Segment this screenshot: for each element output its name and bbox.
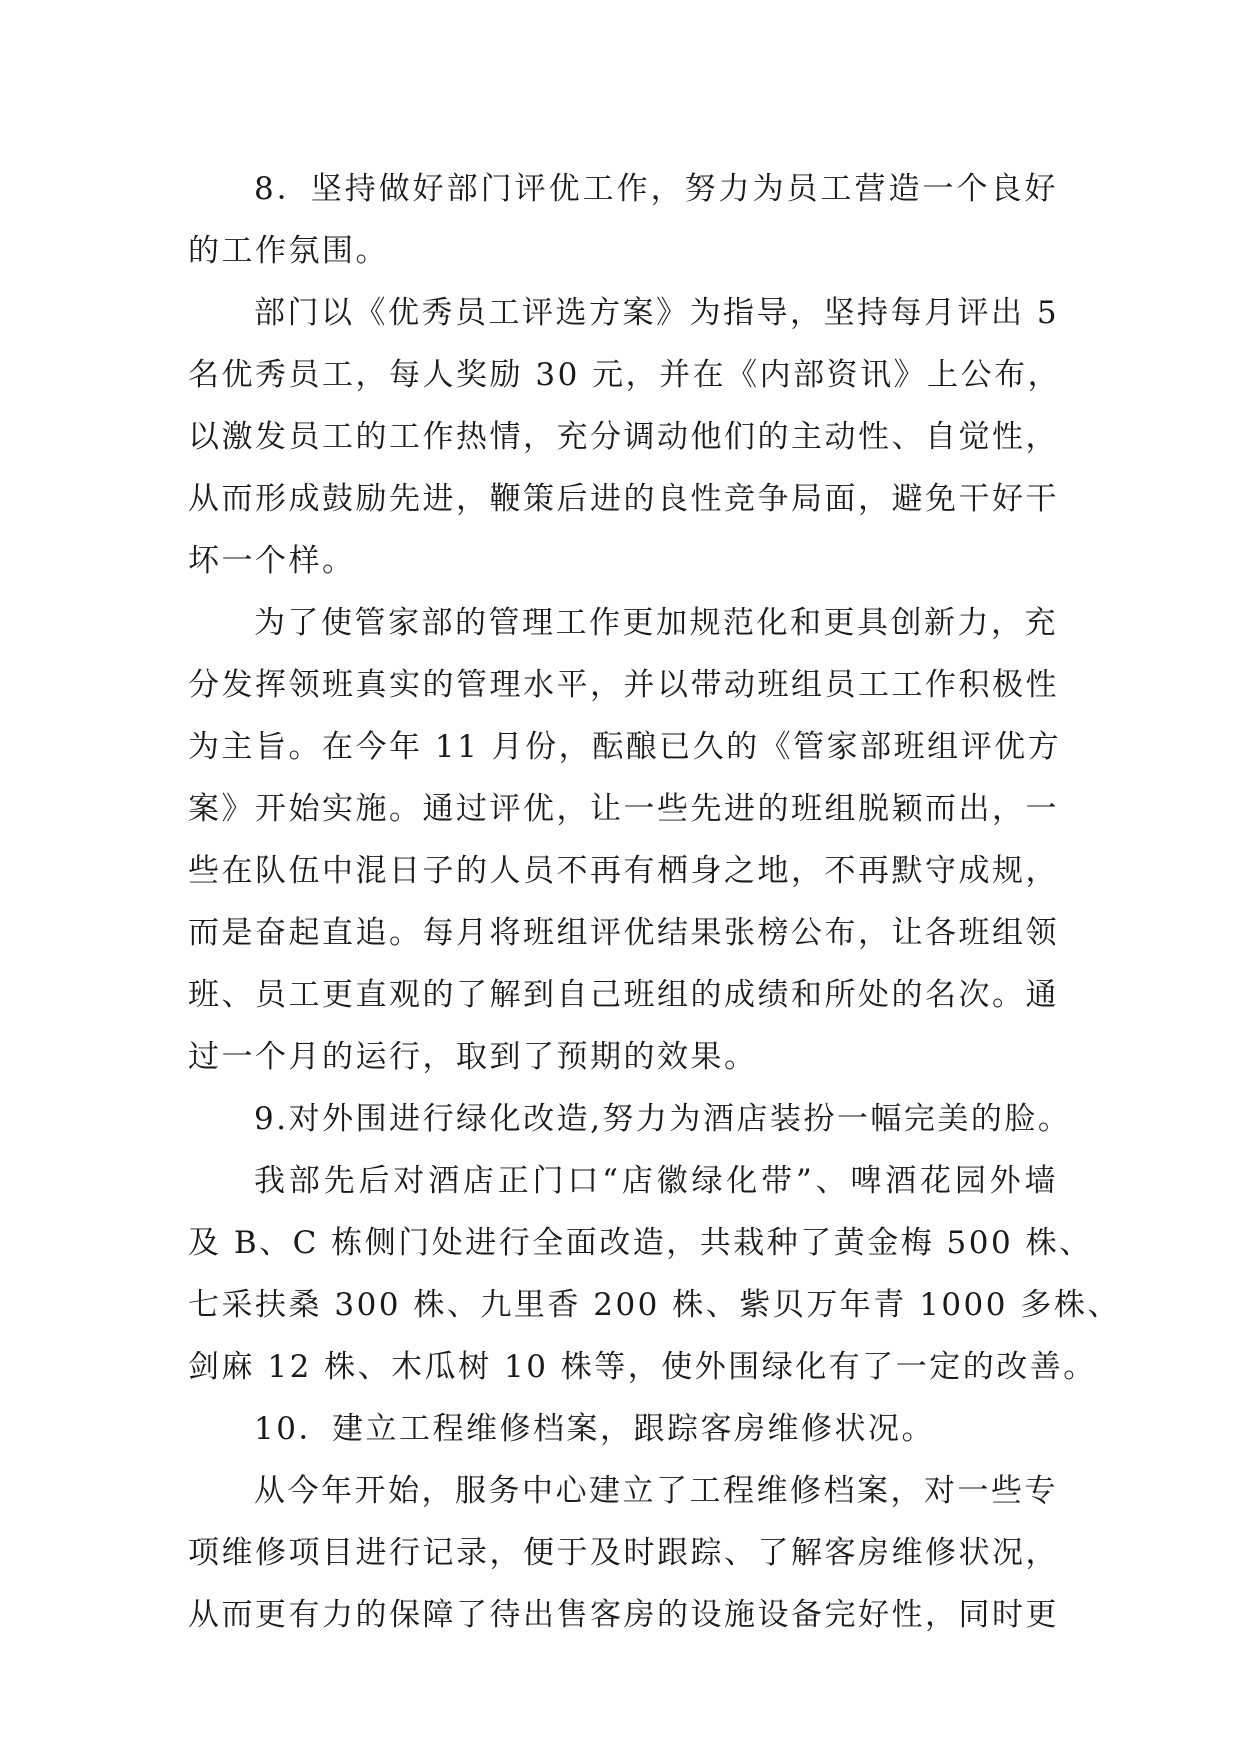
paragraph <box>188 1150 1121 1398</box>
text-line: 的工作氛围。 <box>188 233 389 269</box>
text-line: 我部先后对酒店正门口“店徽绿化带”、啤酒花园外墙 <box>254 1163 1058 1199</box>
text-line: 9.对外围进行绿化改造,努力为酒店装扮一幅完美的脸。 <box>254 1101 1072 1137</box>
text-line: 班、员工更直观的了解到自己班组的成绩和所处的名次。通 <box>188 977 1059 1013</box>
document-body <box>188 158 1121 1646</box>
text-line: 分发挥领班真实的管理水平，并以带动班组员工工作积极性 <box>188 667 1059 703</box>
text-line: 剑麻 12 株、木瓜树 10 株等，使外围绿化有了一定的改善。 <box>188 1349 1097 1385</box>
paragraph <box>188 592 1062 1088</box>
text-line: 及 B、C 栋侧门处进行全面改造，共栽种了黄金梅 500 株、 <box>188 1225 1093 1261</box>
text-line: 从而更有力的保障了待出售客房的设施设备完好性，同时更 <box>188 1597 1059 1633</box>
text-line: 案》开始实施。通过评优，让一些先进的班组脱颖而出，一 <box>188 791 1059 827</box>
text-line: 些在队伍中混日子的人员不再有栖身之地，不再默守成规， <box>188 853 1059 889</box>
section-heading-8 <box>188 158 1058 282</box>
section-heading-9 <box>188 1088 1072 1150</box>
text-line: 从今年开始，服务中心建立了工程维修档案，对一些专 <box>254 1473 1058 1509</box>
text-line: 而是奋起直追。每月将班组评优结果张榜公布，让各班组领 <box>188 915 1059 951</box>
text-line: 为主旨。在今年 11 月份，酝酿已久的《管家部班组评优方 <box>188 729 1062 765</box>
text-line: 过一个月的运行，取到了预期的效果。 <box>188 1039 758 1075</box>
text-line: 部门以《优秀员工评选方案》为指导，坚持每月评出 5 <box>254 295 1060 331</box>
text-line: 项维修项目进行记录，便于及时跟踪、了解客房维修状况， <box>188 1535 1059 1571</box>
text-line: 坏一个样。 <box>188 543 356 579</box>
paragraph <box>188 1460 1058 1646</box>
text-line: 名优秀员工，每人奖励 30 元，并在《内部资讯》上公布， <box>188 357 1062 393</box>
text-line: 10．建立工程维修档案，跟踪客房维修状况。 <box>254 1411 935 1447</box>
text-line: 从而形成鼓励先进，鞭策后进的良性竞争局面，避免干好干 <box>188 481 1059 517</box>
text-line: 七采扶桑 300 株、九里香 200 株、紫贝万年青 1000 多株、 <box>188 1287 1121 1323</box>
text-line: 为了使管家部的管理工作更加规范化和更具创新力，充 <box>254 605 1058 641</box>
paragraph <box>188 282 1062 592</box>
text-line: 以激发员工的工作热情，充分调动他们的主动性、自觉性， <box>188 419 1059 455</box>
section-heading-10 <box>188 1398 1058 1460</box>
text-line: 8．坚持做好部门评优工作，努力为员工营造一个良好 <box>254 171 1058 207</box>
